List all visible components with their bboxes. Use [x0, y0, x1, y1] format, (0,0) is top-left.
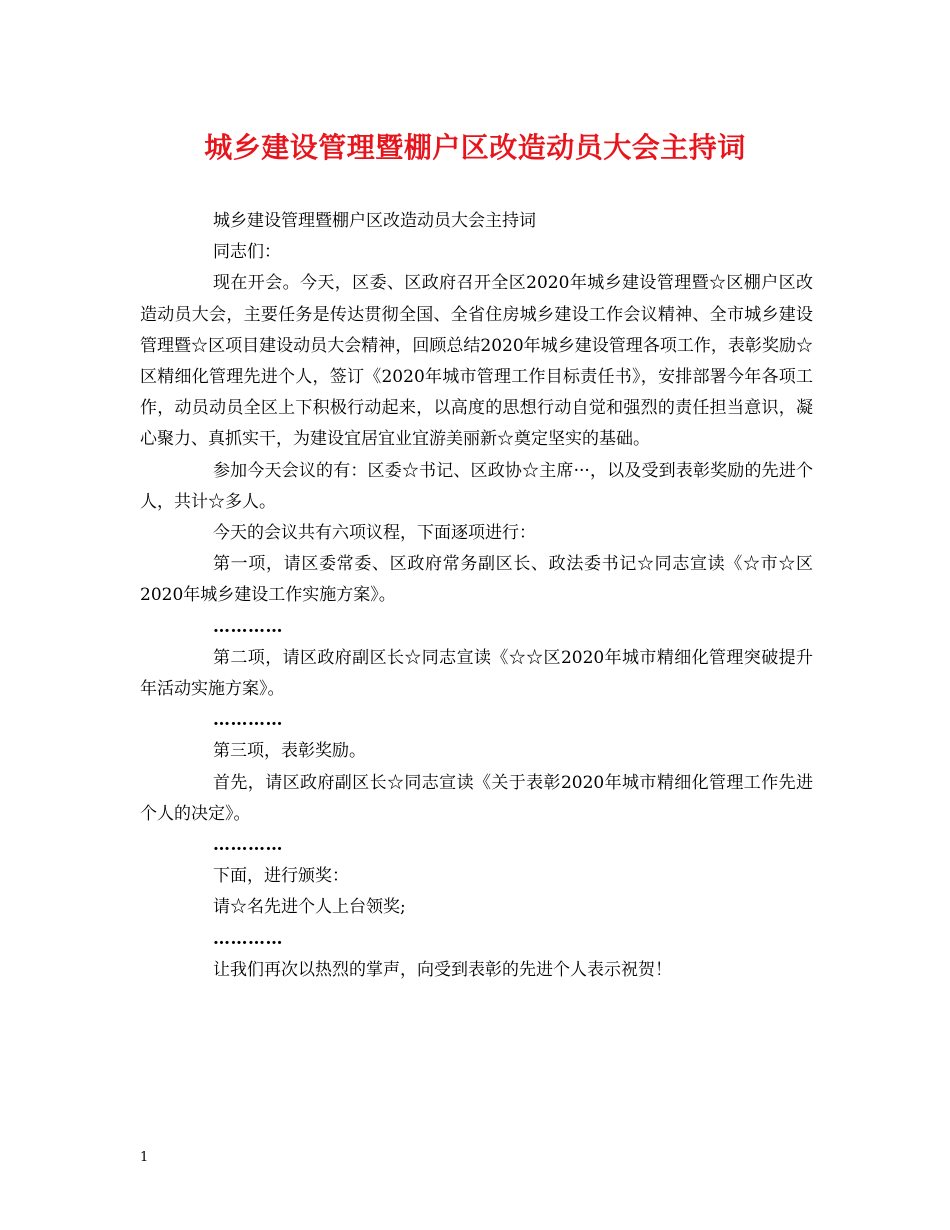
page-number: 1: [140, 1150, 149, 1165]
paragraph-attendees: 参加今天会议的有：区委☆书记、区政协☆主席···，以及受到表彰奖励的先进个人，共计☆多人。: [140, 460, 813, 512]
paragraph-applause: 让我们再次以热烈的掌声，向受到表彰的先进个人表示祝贺！: [213, 959, 672, 980]
paragraph-salutation: 同志们：: [213, 242, 281, 263]
ellipsis-line: …………: [213, 835, 283, 856]
paragraph-item-three: 第三项，表彰奖励。: [213, 741, 366, 762]
paragraph-subtitle: 城乡建设管理暨棚户区改造动员大会主持词: [213, 211, 536, 231]
paragraph-opening: 现在开会。今天，区委、区政府召开全区2020年城乡建设管理暨☆区棚户区改造动员大会，主要任务是传达贯彻全国、全省住房城乡建设工作会议精神、全市城乡建设管理暨☆区项目建设动员大会精神，回顾总结2020年城乡建设管理各项工作，表彰奖励☆区精细化管理先进个人，签订《2020年城市管理工作目标责任书》，安排部署今年各项工作，动员动员全区上下积极行动起来，以高度的思想行动自觉和强烈的责任担当意识，凝心聚力、真抓实干，为建设宜居宜业宜游美丽新☆奠定坚实的基础。: [140, 273, 813, 450]
ellipsis-line: …………: [213, 616, 283, 637]
document-title: 城乡建设管理暨棚户区改造动员大会主持词: [204, 131, 746, 164]
ellipsis-line: …………: [213, 710, 283, 731]
paragraph-first-announcement: 首先，请区政府副区长☆同志宣读《关于表彰2020年城市精细化管理工作先进个人的决定》。: [140, 772, 813, 824]
paragraph-item-one: 第一项，请区委常委、区政府常务副区长、政法委书记☆同志宣读《☆市☆区2020年城乡建设工作实施方案》。: [140, 554, 813, 606]
ellipsis-line: …………: [213, 928, 283, 949]
paragraph-award-invite: 请☆名先进个人上台领奖;: [213, 897, 406, 918]
document-body: [140, 206, 813, 986]
paragraph-agenda-intro: 今天的会议共有六项议程，下面逐项进行：: [213, 523, 536, 544]
paragraph-award-intro: 下面，进行颁奖：: [213, 866, 349, 887]
paragraph-item-two: 第二项，请区政府副区长☆同志宣读《☆☆区2020年城市精细化管理突破提升年活动实施方案》。: [140, 647, 813, 700]
